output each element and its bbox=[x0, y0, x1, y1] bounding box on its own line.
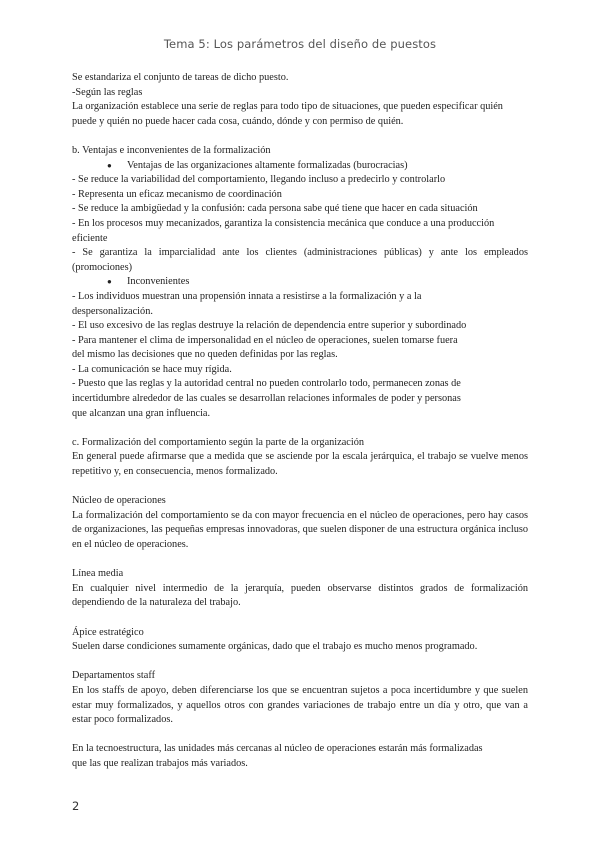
list-item-line: que alcanzan una gran influencia. bbox=[72, 407, 211, 419]
paragraph-line: que las que realizan trabajos más variados. bbox=[72, 757, 248, 769]
paragraph: La organización establece una serie de reglas para todo tipo de situaciones, que pueden especificar quién puede y quién no puede hacer cada cosa, cuándo, dónde y con permiso de quién. bbox=[72, 101, 503, 127]
list-item: - La comunicación se hace muy rígida. bbox=[72, 363, 232, 375]
section-heading: c. Formalización del comportamiento según la parte de la organización bbox=[72, 436, 365, 448]
page-number: 2 bbox=[72, 799, 80, 813]
paragraph-line: En la tecnoestructura, las unidades más cercanas al núcleo de operaciones estarán más formalizadas bbox=[72, 743, 483, 755]
subheading: Línea media bbox=[72, 568, 124, 580]
section-heading: b. Ventajas e inconvenientes de la formalización bbox=[72, 144, 271, 156]
subheading: Ápice estratégico bbox=[72, 626, 144, 638]
bullet-icon: ● bbox=[107, 160, 112, 170]
subheading: Departamentos staff bbox=[72, 670, 156, 682]
list-item-line: - Puesto que las reglas y la autoridad central no pueden controlarlo todo, permanecen zonas de bbox=[72, 378, 461, 390]
paragraph: Se estandariza el conjunto de tareas de dicho puesto. bbox=[72, 72, 289, 83]
list-item: - Representa un eficaz mecanismo de coordinación bbox=[72, 188, 282, 200]
list-item: - Se reduce la variabilidad del comportamiento, llegando incluso a predecirlo y controlarlo bbox=[72, 174, 446, 186]
list-item: - Se garantiza la imparcialidad ante los clientes (administraciones públicas) y ante los empleados (promociones) bbox=[72, 247, 528, 273]
list-item: - Se reduce la ambigüedad y la confusión: cada persona sabe qué tiene que hacer en cada situación bbox=[72, 203, 478, 215]
list-item-line: del mismo las decisiones que no queden definidas por las reglas. bbox=[72, 349, 338, 361]
paragraph: En general puede afirmarse que a medida que se asciende por la escala jerárquica, el trabajo se vuelve menos repetitivo y, en consecuencia, menos formalizado. bbox=[72, 451, 528, 478]
bullet-item: ● Inconvenientes bbox=[72, 275, 528, 290]
bullet-item: ● Ventajas de las organizaciones altamente formalizadas (burocracias) bbox=[72, 159, 528, 174]
paragraph: -Según las reglas bbox=[72, 86, 143, 98]
paragraph: En cualquier nivel intermedio de la jerarquía, pueden observarse distintos grados de formalización dependiendo de la naturaleza del trabajo. bbox=[72, 582, 528, 609]
list-item: - El uso excesivo de las reglas destruye la relación de dependencia entre superior y subordinado bbox=[72, 320, 467, 332]
list-item: - En los procesos muy mecanizados, garantiza la consistencia mecánica que conduce a una producción eficiente bbox=[72, 217, 495, 244]
list-item-line: despersonalización. bbox=[72, 305, 153, 317]
list-item-line: incertidumbre alrededor de las cuales se desarrollan relaciones informales de poder y personas bbox=[72, 393, 461, 405]
bullet-icon: ● bbox=[107, 277, 112, 287]
page-header: Tema 5: Los parámetros del diseño de puestos bbox=[163, 37, 437, 51]
document-body bbox=[72, 71, 528, 772]
paragraph: La formalización del comportamiento se da con mayor frecuencia en el núcleo de operaciones, pero hay casos de organizaciones, las pequeñas empresas innovadoras, que suelen disponer de una estructura orgánica incluso en el núcleo de operaciones. bbox=[72, 509, 528, 550]
list-item-line: - Para mantener el clima de impersonalidad en el núcleo de operaciones, suelen tomarse fuera bbox=[72, 334, 458, 346]
paragraph: En los staffs de apoyo, deben diferenciarse los que se encuentran sujetos a poca incertidumbre y que suelen estar muy formalizados, y aquellos otros con grandes variaciones de trabajo entre un día y otro, que van a estar poco formalizados. bbox=[72, 684, 528, 726]
list-item-line: - Los individuos muestran una propensión innata a resistirse a la formalización y a la bbox=[72, 290, 422, 302]
paragraph: Suelen darse condiciones sumamente orgánicas, dado que el trabajo es mucho menos programado. bbox=[72, 641, 478, 653]
subheading: Núcleo de operaciones bbox=[72, 495, 166, 507]
